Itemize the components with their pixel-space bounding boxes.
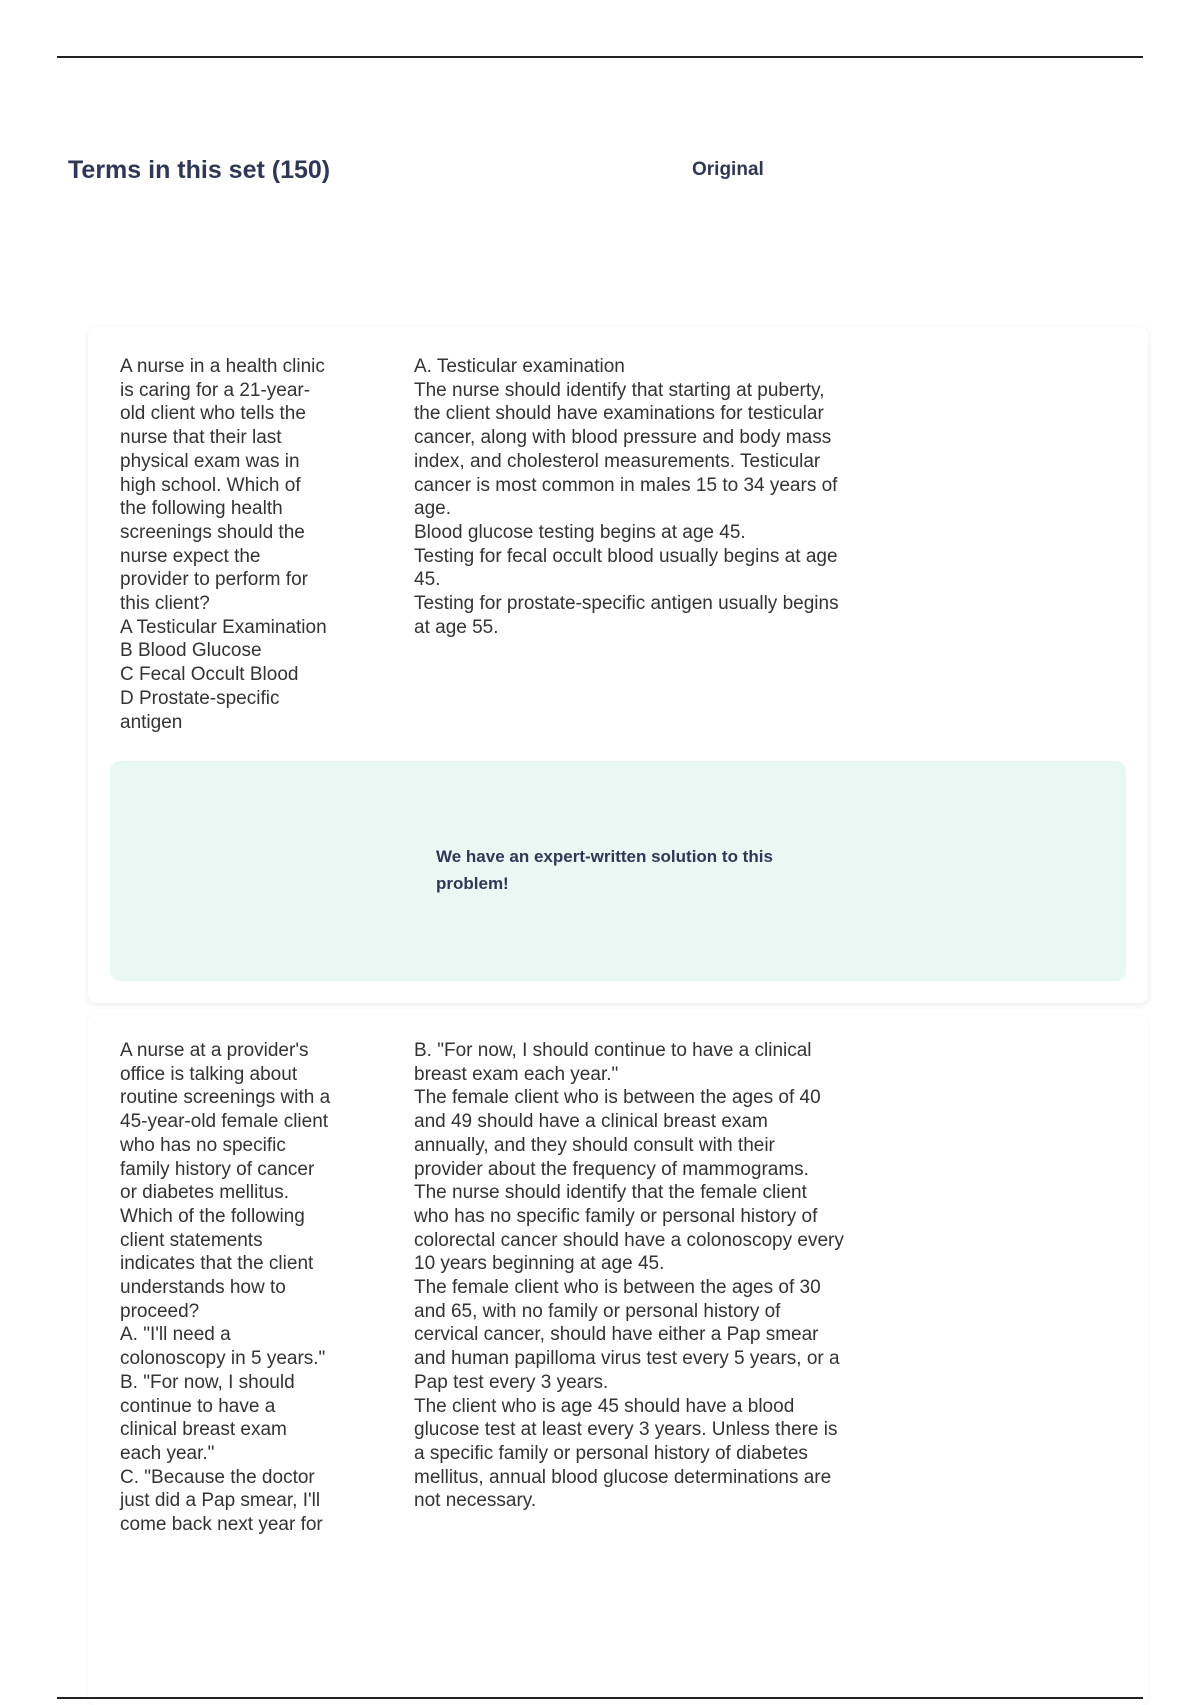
expert-solution-text: We have an expert-written solution to this problem! (436, 847, 773, 893)
term-card (88, 1015, 1148, 1705)
definition-text: A. Testicular examination The nurse should identify that starting at puberty, the client should have examinations for testicular cancer, along with blood pressure and body mass index, and cholesterol measurements. Testicular cancer is most common in males 15 to 34 years of age. Blood glucose testing begins at age 45. Testing for fecal occult blood usually begins at age 45. Testing for prostate-specific antigen usually begins at age 55. (414, 356, 839, 638)
set-title: Terms in this set (150) (68, 156, 331, 184)
term-card (88, 327, 1148, 1003)
expert-solution-banner[interactable] (110, 761, 1126, 981)
term-text: A nurse in a health clinic is caring for a 21-year- old client who tells the nurse that their last physical exam was in high school. Which of the following health screenings should the nurse expect the provider to perform for this client? A Testicular Examination B Blood Glucose C Fecal Occult Blood D Prostate-specific antigen (120, 356, 327, 733)
term-text: A nurse at a provider's office is talking about routine screenings with a 45-year-old female client who has no specific family history of cancer or diabetes mellitus. Which of the following client statements indicates that the client understands how to proceed? A. "I'll need a colonoscopy in 5 years." B. "For now, I should continue to have a clinical breast exam each year." C. "Because the doctor just did a Pap smear, I'll come back next year for (120, 1040, 331, 1536)
sort-order-label[interactable]: Original (692, 159, 764, 180)
definition-text: B. "For now, I should continue to have a clinical breast exam each year." The female client who is between the ages of 40 and 49 should have a clinical breast exam annually, and they should consult with their provider about the frequency of mammograms. The nurse should identify that the female client who has no specific family or personal history of colorectal cancer should have a colonoscopy every 10 years beginning at age 45. The female client who is between the ages of 30 and 65, with no family or personal history of cervical cancer, should have either a Pap smear and human papilloma virus test every 5 years, or a Pap test every 3 years. The client who is age 45 should have a blood glucose test at least every 3 years. Unless there is a specific family or personal history of diabetes mellitus, annual blood glucose determinations are not necessary. (414, 1040, 844, 1512)
bottom-rule (57, 1697, 1143, 1699)
top-rule (57, 56, 1143, 58)
